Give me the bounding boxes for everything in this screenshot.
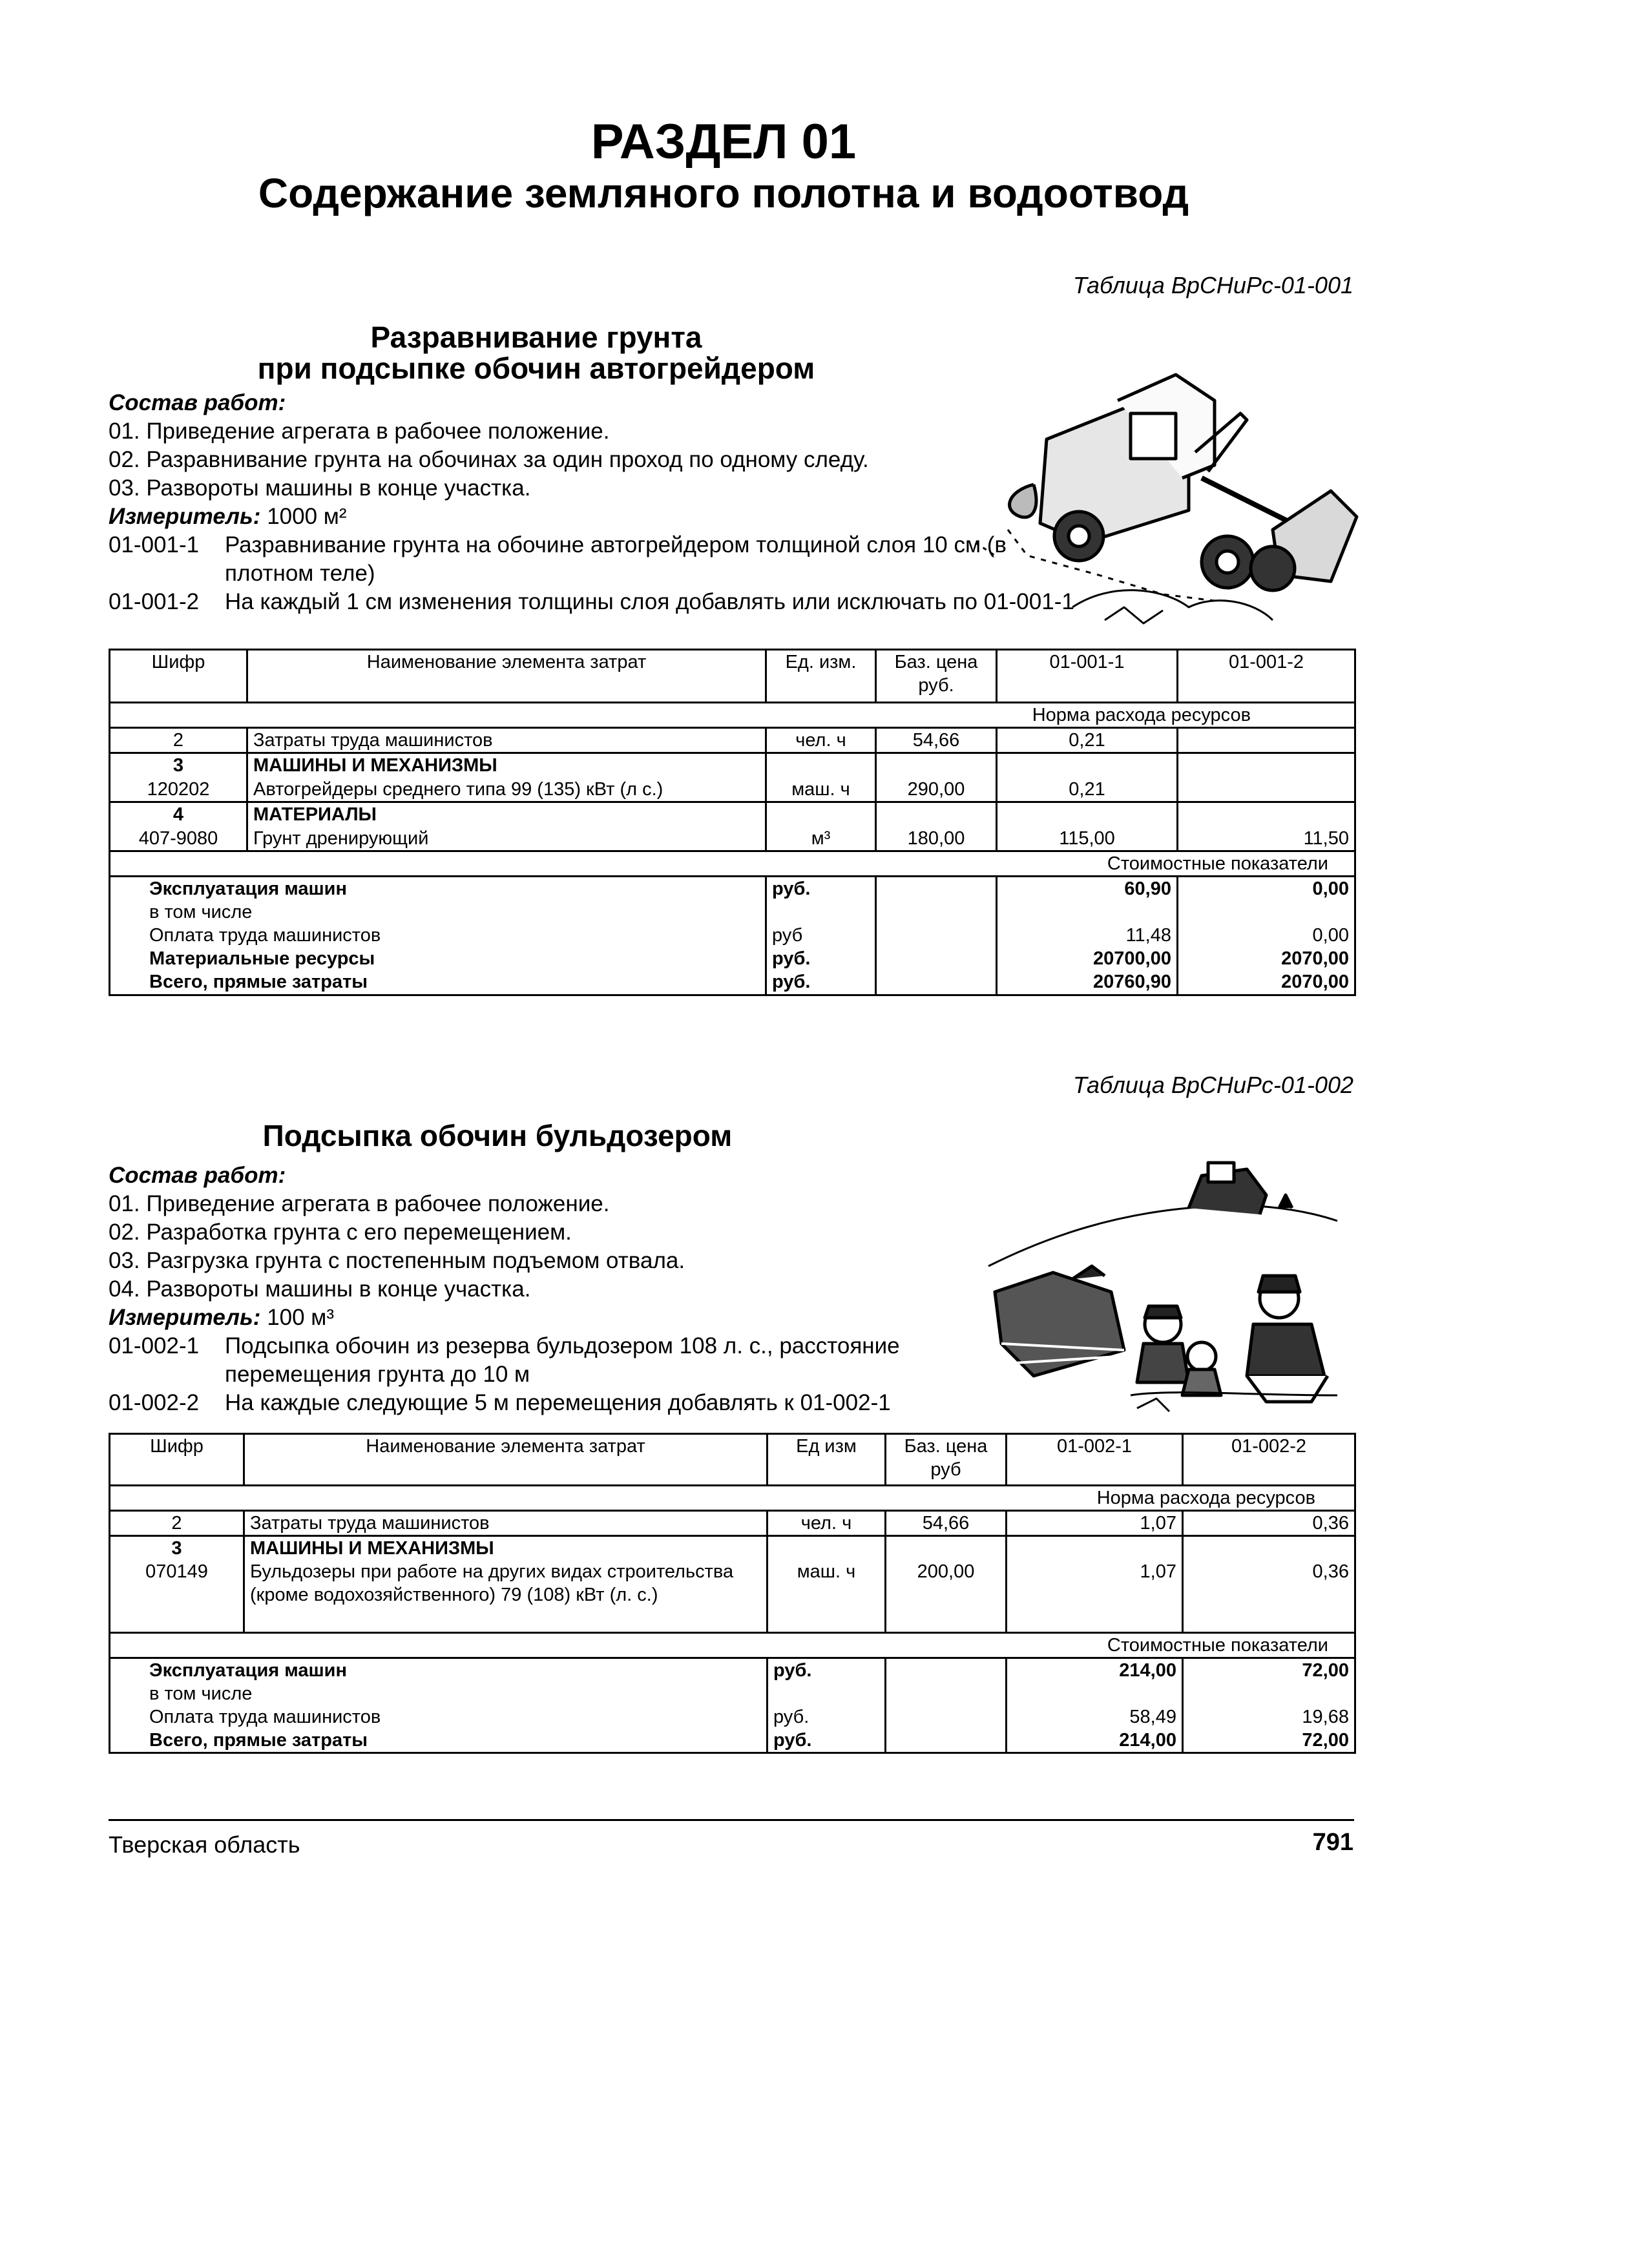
cell-unit: м³ xyxy=(766,827,876,851)
cell-unit: чел. ч xyxy=(768,1511,886,1536)
cell-value-2: 0,36 xyxy=(1183,1511,1355,1536)
work-item: 03. Развороты машины в конце участка. xyxy=(109,475,531,501)
cost-unit: руб. xyxy=(766,947,876,970)
code-number: 01-002-2 xyxy=(109,1390,200,1415)
table-row xyxy=(110,753,1355,778)
cost-value-2: 72,00 xyxy=(1183,1729,1355,1753)
cell-unit: маш. ч xyxy=(768,1560,886,1632)
cost-value-2: 19,68 xyxy=(1183,1705,1355,1729)
table-row xyxy=(110,1536,1355,1561)
table-row xyxy=(110,778,1355,802)
cost-unit: руб xyxy=(766,924,876,947)
cost-name: в том числе xyxy=(110,900,766,924)
cost-unit: руб. xyxy=(768,1705,886,1729)
cost-value-1: 11,48 xyxy=(997,924,1178,947)
measure-value: 1000 м² xyxy=(267,504,347,529)
cell-value-1: 0,21 xyxy=(997,778,1178,802)
cost-name: в том числе xyxy=(110,1682,768,1705)
resource-norm-table xyxy=(109,1433,1356,1754)
cell-unit: чел. ч xyxy=(766,728,876,753)
cell-value-2: 0,36 xyxy=(1183,1560,1355,1632)
cell-price: 54,66 xyxy=(886,1511,1007,1536)
cost-row xyxy=(110,1729,1355,1753)
cost-unit: руб. xyxy=(768,1729,886,1753)
table-reference: Таблица ВрСНиРс-01-002 xyxy=(1072,1072,1353,1098)
cell-shifr: 120202 xyxy=(110,778,247,802)
cost-unit: руб. xyxy=(766,970,876,995)
header-name: Наименование элемента затрат xyxy=(244,1434,768,1486)
cost-value-2: 0,00 xyxy=(1178,877,1355,901)
cell-shifr: 070149 xyxy=(110,1560,244,1632)
footer-rule xyxy=(109,1819,1354,1821)
table-row xyxy=(110,728,1355,753)
cost-row xyxy=(110,970,1355,995)
norm-caption: Норма расхода ресурсов xyxy=(110,703,1355,728)
cell-value-2: 11,50 xyxy=(1178,827,1355,851)
header-shifr: Шифр xyxy=(110,650,247,703)
cost-row xyxy=(110,1682,1355,1705)
cost-row xyxy=(110,924,1355,947)
code-item xyxy=(109,1389,968,1417)
code-description: На каждый 1 см изменения толщины слоя добавлять или исключать по 01-001-1 xyxy=(225,589,1074,614)
cost-value-1: 20700,00 xyxy=(997,947,1178,970)
work-item: 03. Разгрузка грунта с постепенным подъемом отвала. xyxy=(109,1248,685,1273)
header-base-price: Баз. цена руб xyxy=(886,1434,1007,1486)
measure-value: 100 м³ xyxy=(267,1305,335,1330)
cell-name: Грунт дренирующий xyxy=(247,827,766,851)
work-composition-label: Состав работ: xyxy=(109,1163,286,1188)
cell-name: МАШИНЫ И МЕХАНИЗМЫ xyxy=(244,1536,768,1561)
cell-shifr: 2 xyxy=(110,728,247,753)
cost-name: Всего, прямые затраты xyxy=(110,970,766,995)
page-number: 791 xyxy=(1312,1829,1353,1856)
norm-caption: Норма расхода ресурсов xyxy=(110,1486,1355,1511)
cell-price: 54,66 xyxy=(876,728,997,753)
cost-name: Всего, прямые затраты xyxy=(110,1729,768,1753)
motor-grader-illustration xyxy=(969,362,1383,646)
cell-price: 200,00 xyxy=(886,1560,1007,1632)
code-description: Подсыпка обочин из резерва бульдозером 108 л. с., расстояние перемещения грунта до 10 м xyxy=(225,1333,900,1387)
cost-row xyxy=(110,1658,1355,1682)
cell-name: Затраты труда машинистов xyxy=(247,728,766,753)
bulldozer-workers-illustration xyxy=(976,1137,1363,1421)
cell-name: МАШИНЫ И МЕХАНИЗМЫ xyxy=(247,753,766,778)
cost-unit: руб. xyxy=(766,877,876,901)
measure-label: Измеритель: xyxy=(109,1305,261,1330)
cell-name: Автогрейдеры среднего типа 99 (135) кВт (л с.) xyxy=(247,778,766,802)
cell-value-1: 1,07 xyxy=(1007,1511,1183,1536)
cost-row xyxy=(110,877,1355,901)
header-shifr: Шифр xyxy=(110,1434,244,1486)
work-item: 02. Разравнивание грунта на обочинах за один проход по одному следу. xyxy=(109,447,869,472)
cell-price: 290,00 xyxy=(876,778,997,802)
cost-value-1: 20760,90 xyxy=(997,970,1178,995)
cost-caption: Стоимостные показатели xyxy=(110,1632,1355,1658)
cost-value-1: 60,90 xyxy=(997,877,1178,901)
code-description: Разравнивание грунта на обочине автогрейдером толщиной слоя 10 см (в плотном теле) xyxy=(225,532,1007,586)
table-row xyxy=(110,1560,1355,1632)
cost-name: Эксплуатация машин xyxy=(110,877,766,901)
table-reference: Таблица ВрСНиРс-01-001 xyxy=(1072,272,1353,298)
cell-shifr: 2 xyxy=(110,1511,244,1536)
footer-region: Тверская область xyxy=(109,1831,300,1858)
header-unit: Ед изм xyxy=(768,1434,886,1486)
cell-shifr: 407-9080 xyxy=(110,827,247,851)
section-heading: РАЗДЕЛ 01 xyxy=(590,114,857,169)
work-item: 01. Приведение агрегата в рабочее положение. xyxy=(109,1191,610,1216)
section-subtitle: Содержание земляного полотна и водоотвод xyxy=(258,170,1189,216)
cost-value-2: 2070,00 xyxy=(1178,947,1355,970)
cost-value-2: 2070,00 xyxy=(1178,970,1355,995)
cost-name: Материальные ресурсы xyxy=(110,947,766,970)
cost-row xyxy=(110,947,1355,970)
cell-name: Затраты труда машинистов xyxy=(244,1511,768,1536)
header-col-2: 01-001-2 xyxy=(1178,650,1355,703)
code-number: 01-002-1 xyxy=(109,1333,200,1358)
work-item: 04. Развороты машины в конце участка. xyxy=(109,1276,531,1302)
header-col-1: 01-001-1 xyxy=(997,650,1178,703)
measure-row xyxy=(109,1304,334,1332)
cost-value-2: 72,00 xyxy=(1183,1658,1355,1682)
header-col-1: 01-002-1 xyxy=(1007,1434,1183,1486)
cost-unit: руб. xyxy=(768,1658,886,1682)
header-base-price: Баз. цена руб. xyxy=(876,650,997,703)
cell-price: 180,00 xyxy=(876,827,997,851)
measure-label: Измеритель: xyxy=(109,504,261,529)
section1-title-line1: Разравнивание грунта xyxy=(370,320,702,354)
cost-row xyxy=(110,1705,1355,1729)
cost-value-1: 214,00 xyxy=(1007,1729,1183,1753)
table-row xyxy=(110,827,1355,851)
cell-shifr: 3 xyxy=(110,1536,244,1561)
cost-value-1: 58,49 xyxy=(1007,1705,1183,1729)
work-item: 02. Разработка грунта с его перемещением. xyxy=(109,1220,572,1245)
header-col-2: 01-002-2 xyxy=(1183,1434,1355,1486)
cell-value-2 xyxy=(1178,728,1355,753)
cell-name: Бульдозеры при работе на других видах строительства (кроме водохозяйственного) 79 (108) кВт (л. с.) xyxy=(244,1560,768,1632)
work-item: 01. Приведение агрегата в рабочее положение. xyxy=(109,419,610,444)
cost-value-2: 0,00 xyxy=(1178,924,1355,947)
resource-norm-table xyxy=(109,649,1356,996)
table-row xyxy=(110,802,1355,827)
cost-name: Эксплуатация машин xyxy=(110,1658,768,1682)
header-name: Наименование элемента затрат xyxy=(247,650,766,703)
code-item xyxy=(109,531,1097,588)
work-composition-label: Состав работ: xyxy=(109,390,286,415)
cost-value-1: 214,00 xyxy=(1007,1658,1183,1682)
code-number: 01-001-2 xyxy=(109,589,200,614)
cost-row xyxy=(110,900,1355,924)
cell-shifr: 3 xyxy=(110,753,247,778)
cost-caption: Стоимостные показатели xyxy=(110,851,1355,877)
cell-value-2 xyxy=(1178,778,1355,802)
section2-title: Подсыпка обочин бульдозером xyxy=(262,1119,733,1152)
measure-row xyxy=(109,503,347,531)
cell-name: МАТЕРИАЛЫ xyxy=(247,802,766,827)
code-number: 01-001-1 xyxy=(109,532,200,557)
cell-value-1: 115,00 xyxy=(997,827,1178,851)
code-item xyxy=(109,1332,968,1389)
cell-shifr: 4 xyxy=(110,802,247,827)
cell-unit: маш. ч xyxy=(766,778,876,802)
section1-title-line2: при подсыпке обочин автогрейдером xyxy=(257,351,815,385)
table-row xyxy=(110,1511,1355,1536)
cell-value-1: 0,21 xyxy=(997,728,1178,753)
cost-name: Оплата труда машинистов xyxy=(110,1705,768,1729)
code-description: На каждые следующие 5 м перемещения добавлять к 01-002-1 xyxy=(225,1390,891,1415)
header-unit: Ед. изм. xyxy=(766,650,876,703)
cell-value-1: 1,07 xyxy=(1007,1560,1183,1632)
cost-name: Оплата труда машинистов xyxy=(110,924,766,947)
code-item xyxy=(109,588,1097,645)
